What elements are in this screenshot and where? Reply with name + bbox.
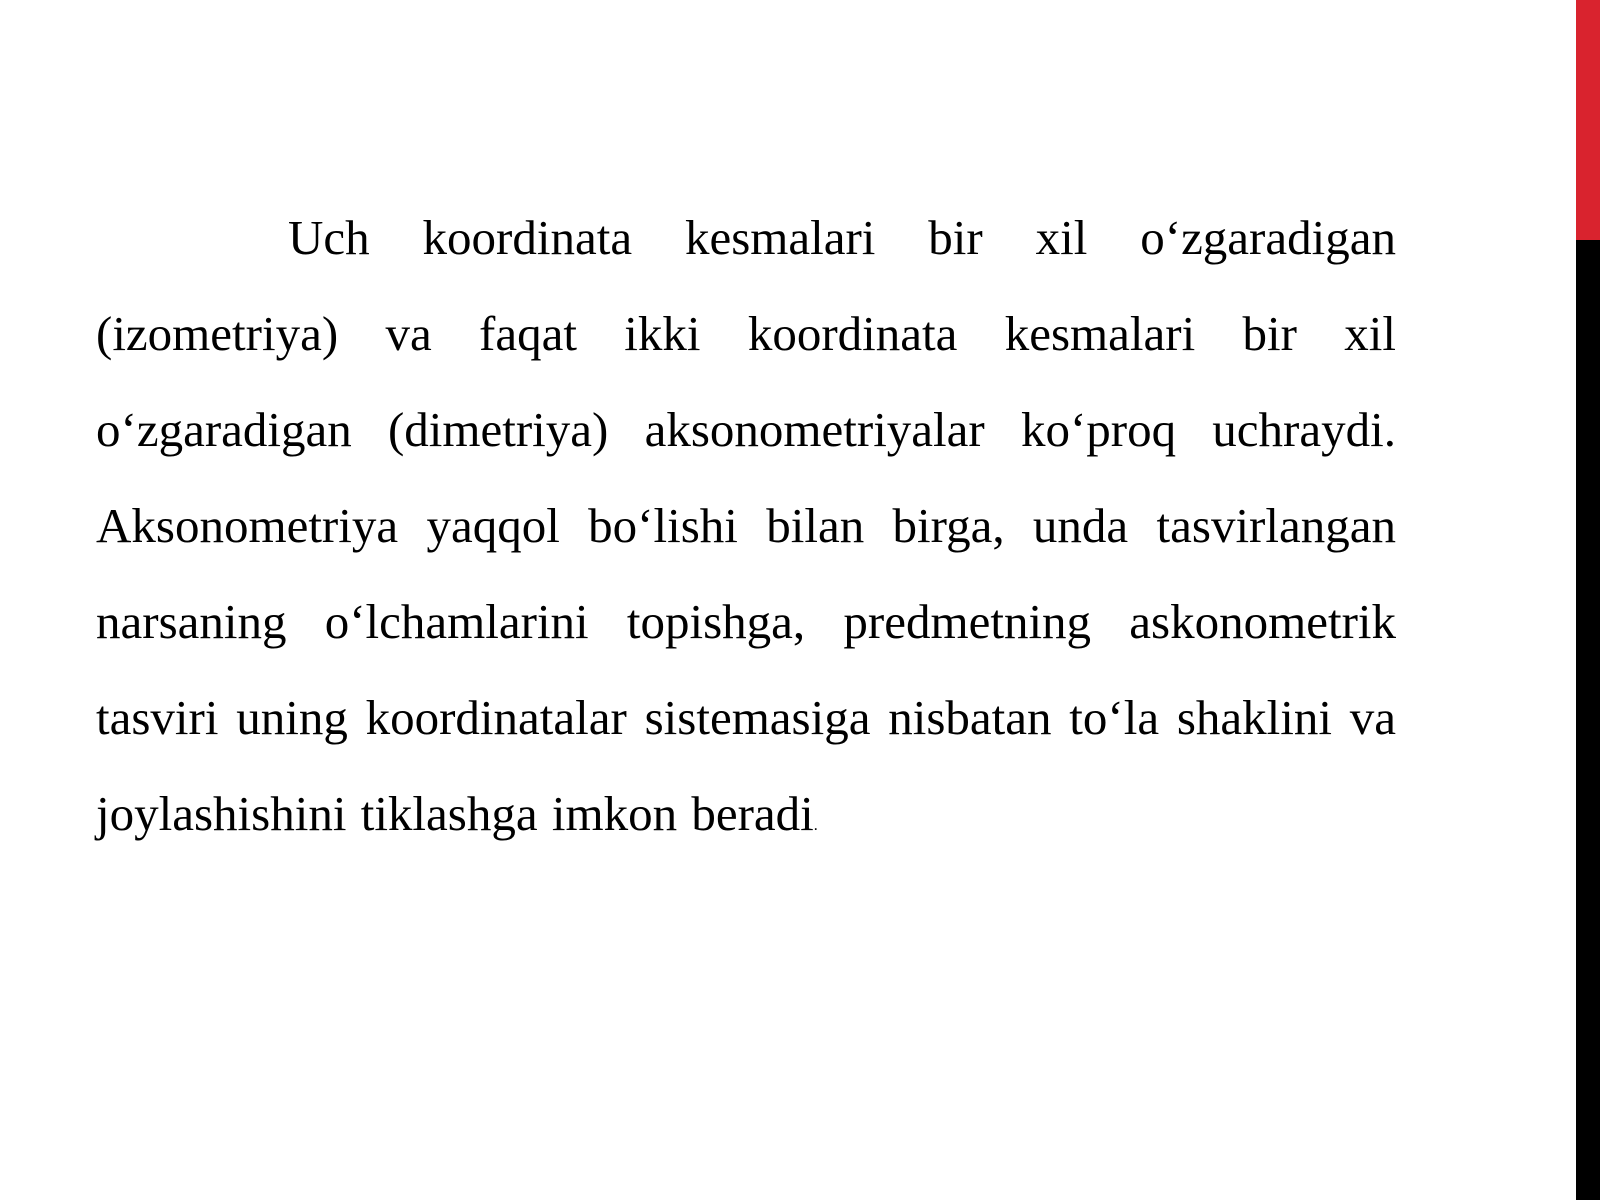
side-bar-dark (1576, 240, 1600, 1200)
paragraph-text: Uch koordinata kesmalari bir xil o‘zgaradigan (izometriya) va faqat ikki koordinata kesmalari bir xil o‘zgaradigan (dimetriya) aksonometriyalar ko‘proq uchraydi. Aksonometriya yaqqol bo‘lishi bilan birga, unda tasvirlangan narsaning o‘lchamlarini topishga, predmetning askonometrik tasviri uning koordinatalar sistemasiga nisbatan to‘la shaklini va joylashishini tiklashga imkon beradi (96, 210, 1396, 841)
side-decoration-bar (1576, 0, 1600, 1200)
body-paragraph (96, 190, 1396, 874)
final-period: . (813, 817, 818, 834)
side-bar-accent (1576, 0, 1600, 240)
